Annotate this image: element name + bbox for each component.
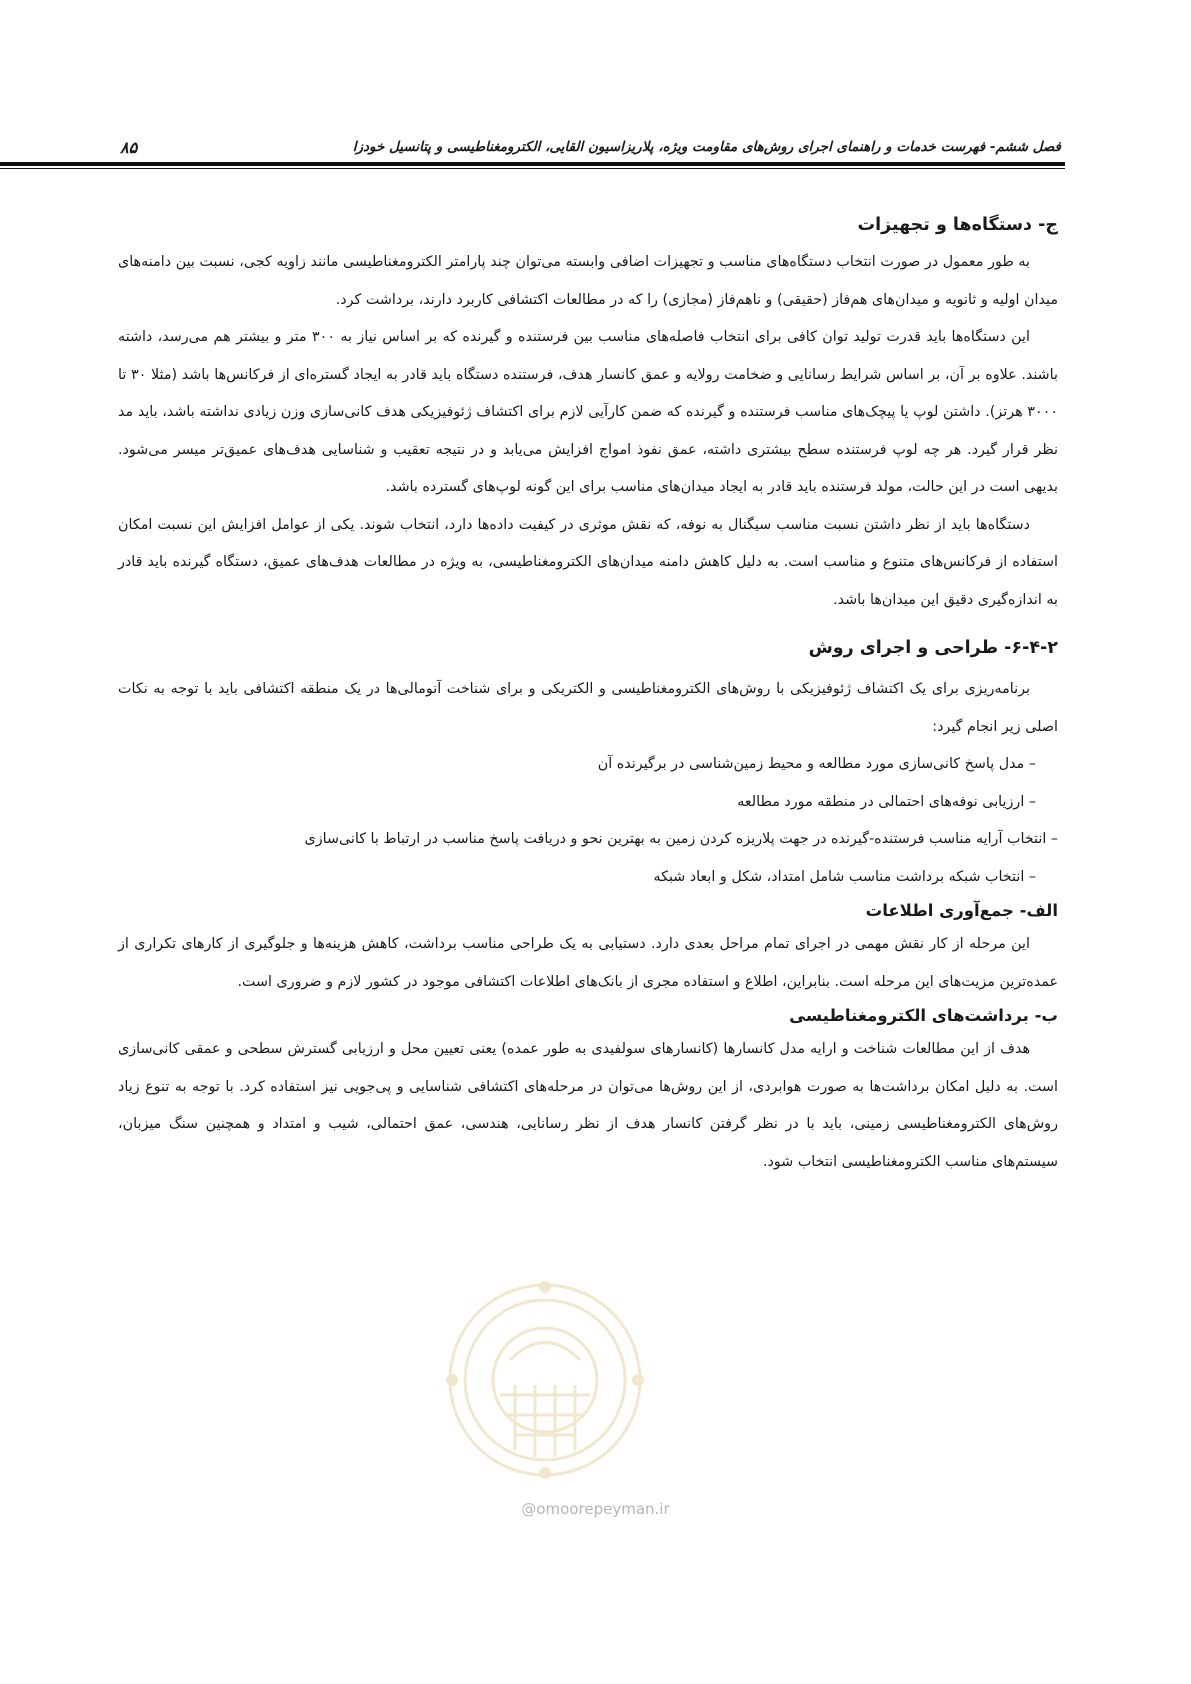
seal-watermark-icon [440, 1265, 650, 1500]
running-header [120, 132, 1061, 162]
list-item: – ارزیابی نوفه‌های احتمالی در منطقه مورد مطالعه [737, 793, 1036, 810]
list-item: – انتخاب آرایه مناسب فرستنده-گیرنده در جهت پلاریزه کردن زمین به بهترین نحو و دریافت پاسخ مناسب در ارتباط با کانی‌سازی [304, 831, 1058, 847]
list-item: – مدل پاسخ کانی‌سازی مورد مطالعه و محیط زمین‌شناسی در برگیرنده آن [597, 756, 1036, 772]
list-item: – انتخاب شبکه برداشت مناسب شامل امتداد، شکل و ابعاد شبکه [653, 868, 1036, 885]
heading-data-collection: الف- جمع‌آوری اطلاعات [865, 901, 1058, 920]
paragraph: به طور معمول در صورت انتخاب دستگاه‌های مناسب و تجهیزات اضافی وابسته می‌توان چند پارامتر الکترومغناطیسی مانند زاویه کجی، نسبت بین دامنه‌های میدان اولیه و ثانویه و میدان‌های هم‌فاز (حقیقی) و ناهم‌فاز (مجازی) را که در مطالعات اکتشافی کاربرد دارند، برداشت کرد. [118, 254, 1058, 308]
paragraph: هدف از این مطالعات شناخت و ارایه مدل کانسارها (کانسارهای سولفیدی به طور عمده) یعنی تعیین محل و ارزیابی گسترش سطحی و عمقی کانی‌سازی است. به دلیل امکان برداشت‌ها به صورت هوابردی، از این روش‌ها می‌توان در مرحله‌های اکتشافی شناسایی و پی‌جویی نیز استفاده کرد. با توجه به تنوع زیاد روش‌های الکترومغناطیسی زمینی، باید با در نظر گرفتن کانسار هدف از نظر رسانایی، هندسی، عمق احتمالی، شیب و امتداد و همچنین سنگ میزبان، سیستم‌های مناسب الکترومغناطیسی انتخاب شود. [118, 1041, 1058, 1170]
page-number: ۸۵ [120, 137, 138, 157]
document-body [118, 210, 1058, 1181]
heading-em-surveys: ب- برداشت‌های الکترومغناطیسی [789, 1006, 1058, 1025]
header-rule-thick [0, 162, 1065, 166]
heading-design-and-execution: ۶-۴-۲- طراحی و اجرای روش [808, 638, 1058, 658]
paragraph: این مرحله از کار نقش مهمی در اجرای تمام مراحل بعدی دارد. دستیابی به یک طراحی مناسب برداشت، کاهش هزینه‌ها و جلوگیری از کارهای تکراری از عمده‌ترین مزیت‌های این مرحله است. بنابراین، اطلاع و استفاده مجری از بانک‌های اطلاعات اکتشافی موجود در کشور لازم و ضروری است. [118, 936, 1058, 990]
header-rule-thin [0, 168, 1065, 169]
paragraph: برنامه‌ریزی برای یک اکتشاف ژئوفیزیکی با روش‌های الکترومغناطیسی و الکتریکی و برای شناخت آنومالی‌ها در یک منطقه اکتشافی باید با توجه به نکات اصلی زیر انجام گیرد: [118, 681, 1058, 735]
heading-equipment: ج- دستگاه‌ها و تجهیزات [857, 215, 1058, 235]
paragraph: این دستگاه‌ها باید قدرت تولید توان کافی برای انتخاب فاصله‌های مناسب بین فرستنده و گیرنده که بر اساس نیاز به ۳۰۰ متر و بیشتر هم می‌رسد، داشته باشند. علاوه بر آن، بر اساس شرایط رسانایی و ضخامت رولایه و عمق کانسار هدف، فرستنده دستگاه باید قادر به ایجاد گستره‌ای از فرکانس‌ها باشد (مثلا ۳۰ تا ۳۰۰۰ هرتز). داشتن لوپ یا پیچک‌های مناسب فرستنده و گیرنده که ضمن کارآیی لازم برای اکتشاف ژئوفیزیکی هدف کانی‌سازی وزن زیادی نداشته باشد، باید مد نظر قرار گیرد. هر چه لوپ فرستنده سطح بیشتری داشته، عمق نفوذ امواج افزایش می‌یابد و در نتیجه تعقیب و شناسایی هدف‌های عمیق‌تر میسر می‌شود. بدیهی است در این حالت، مولد فرستنده باید قادر به ایجاد میدان‌های مناسب برای این گونه لوپ‌های گسترده باشد. [118, 329, 1058, 495]
paragraph: دستگاه‌ها باید از نظر داشتن نسبت مناسب سیگنال به نوفه، که نقش موثری در کیفیت داده‌ها دارد، انتخاب شوند. یکی از عوامل افزایش این نسبت امکان استفاده از فرکانس‌های متنوع و مناسب است. به دلیل کاهش دامنه میدان‌های الکترومغناطیسی، به ویژه در مطالعات هدف‌های عمیق، دستگاه گیرنده باید قادر به اندازه‌گیری دقیق این میدان‌ها باشد. [118, 516, 1058, 608]
watermark-site: @omoorepeyman.ir [521, 1500, 670, 1518]
chapter-title: فصل ششم- فهرست خدمات و راهنمای اجرای روش‌های مقاومت ویژه، پلاریزاسیون القایی، الکترومغناطیسی و پتانسیل خودزا [352, 139, 1061, 155]
